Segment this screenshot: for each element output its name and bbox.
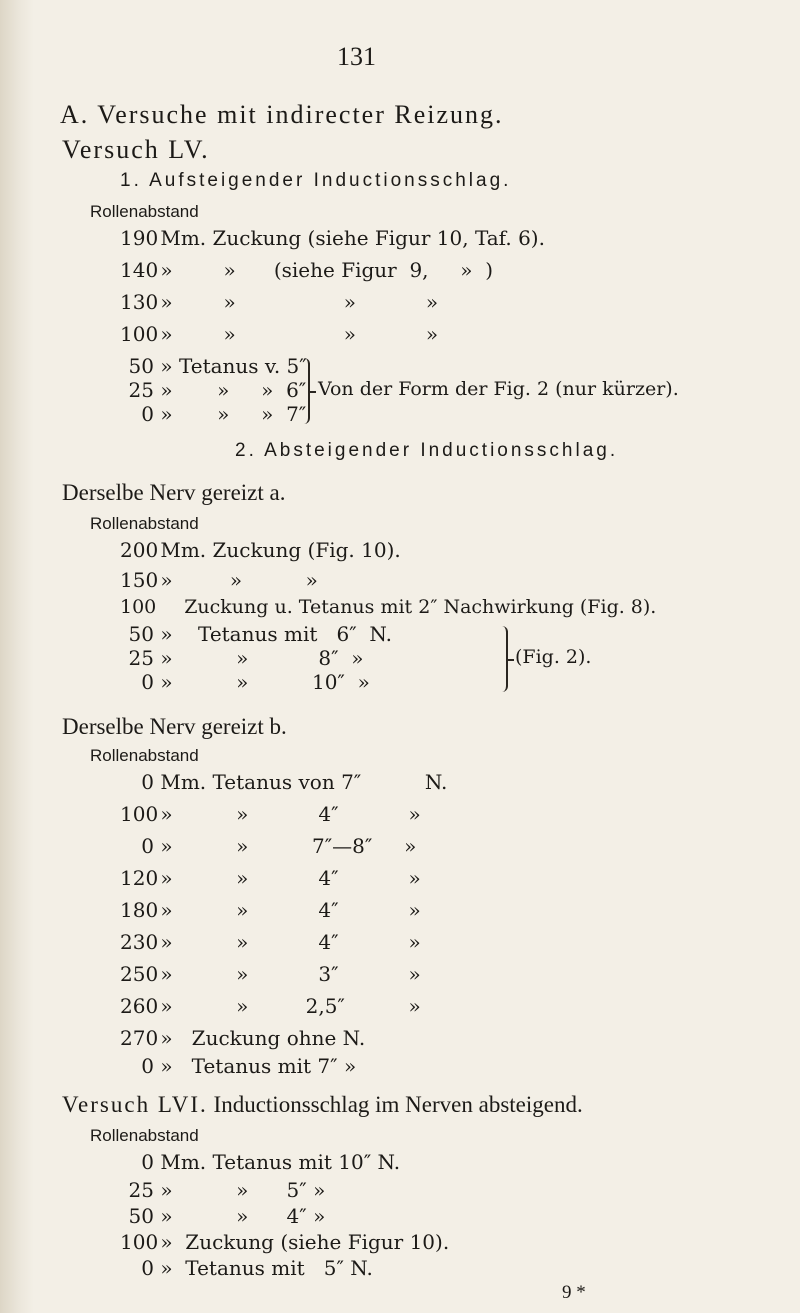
- signature-mark: 9 *: [562, 1282, 586, 1303]
- row-text: » » 2,5″ »: [160, 994, 421, 1018]
- column-label-rollenabstand: Rollenabstand: [90, 746, 199, 765]
- table-row: [120, 770, 447, 794]
- experiment-56-heading: [62, 1092, 583, 1118]
- row-text: » » 4″ »: [160, 898, 421, 922]
- nerve-a-heading: Derselbe Nerv gereizt a.: [62, 480, 286, 505]
- distance-value: 0: [141, 834, 154, 858]
- brace: [498, 626, 508, 692]
- distance-value: 50: [128, 622, 154, 646]
- table-row: [120, 646, 363, 670]
- distance-value: 0: [141, 402, 154, 426]
- distance-value: 0: [141, 1256, 154, 1280]
- row-text: » » (siehe Figur 9, » ): [160, 258, 494, 282]
- brace-note: (Fig. 2).: [515, 646, 592, 668]
- row-text: » » » »: [160, 322, 439, 346]
- column-label-rollenabstand: Rollenabstand: [90, 1126, 199, 1145]
- row-text: » Tetanus mit 6″ N.: [160, 622, 392, 646]
- part2-title: 2. Absteigender Inductionsschlag.: [235, 440, 619, 461]
- row-text: » Tetanus mit 5″ N.: [160, 1256, 373, 1280]
- distance-value: 150: [120, 568, 159, 592]
- distance-value: 25: [128, 646, 154, 670]
- table-row: [120, 994, 421, 1018]
- part1-title: 1. Aufsteigender Inductionsschlag.: [120, 170, 512, 191]
- table-row: [120, 1150, 400, 1174]
- table-row: [120, 290, 438, 314]
- distance-value: 100: [120, 596, 157, 618]
- row-text: » » 5″ »: [160, 1178, 326, 1202]
- row-text: » » 7″—8″ »: [160, 834, 417, 858]
- table-row: [120, 258, 493, 282]
- table-row: [120, 1230, 449, 1254]
- table-row: [120, 962, 421, 986]
- table-row: [120, 670, 370, 694]
- row-text: Mm. Tetanus mit 10″ N.: [160, 1150, 401, 1174]
- column-label-rollenabstand: Rollenabstand: [90, 514, 199, 533]
- table-row: [120, 1054, 356, 1078]
- distance-value: 260: [120, 994, 159, 1018]
- row-text: » » » 7″: [160, 402, 307, 426]
- experiment-56-title: Versuch LVI.: [62, 1092, 208, 1117]
- table-row: [120, 1204, 325, 1228]
- row-text: » » 4″ »: [160, 802, 421, 826]
- distance-value: 100: [120, 802, 159, 826]
- row-text: Mm. Zuckung (siehe Figur 10, Taf. 6).: [160, 226, 545, 250]
- row-text: Mm. Tetanus von 7″ N.: [160, 770, 448, 794]
- row-text: » Tetanus mit 7″ »: [160, 1054, 357, 1078]
- distance-value: 25: [128, 1178, 154, 1202]
- table-row: [120, 568, 318, 592]
- table-row: [120, 622, 392, 646]
- page-binding-shadow: [0, 0, 34, 1313]
- brace-note: Von der Form der Fig. 2 (nur kürzer).: [318, 378, 679, 400]
- row-text: » » 3″ »: [160, 962, 421, 986]
- distance-value: 270: [120, 1026, 159, 1050]
- page-number: 131: [337, 42, 376, 71]
- distance-value: 100: [120, 322, 159, 346]
- table-row: [120, 930, 421, 954]
- table-row: [120, 596, 656, 618]
- table-row: [120, 898, 421, 922]
- distance-value: 50: [128, 354, 154, 378]
- table-row: [120, 322, 438, 346]
- row-text: » Tetanus v. 5″: [160, 354, 307, 378]
- distance-value: 200: [120, 538, 159, 562]
- distance-value: 0: [141, 770, 154, 794]
- column-label-rollenabstand: Rollenabstand: [90, 202, 199, 221]
- row-text: » » »: [160, 568, 318, 592]
- nerve-b-heading: Derselbe Nerv gereizt b.: [62, 714, 287, 739]
- row-text: » Zuckung ohne N.: [160, 1026, 366, 1050]
- row-text: » » 4″ »: [160, 1204, 326, 1228]
- distance-value: 100: [120, 1230, 159, 1254]
- distance-value: 190: [120, 226, 159, 250]
- row-text: » » » 6″: [160, 378, 307, 402]
- distance-value: 0: [141, 1150, 154, 1174]
- table-row: [120, 402, 306, 426]
- row-text: » Zuckung (siehe Figur 10).: [160, 1230, 450, 1254]
- row-text: » » » »: [160, 290, 439, 314]
- distance-value: 230: [120, 930, 159, 954]
- distance-value: 140: [120, 258, 159, 282]
- distance-value: 120: [120, 866, 159, 890]
- distance-value: 250: [120, 962, 159, 986]
- table-row: [120, 538, 401, 562]
- brace: [300, 358, 310, 424]
- distance-value: 50: [128, 1204, 154, 1228]
- row-text: » » 4″ »: [160, 866, 421, 890]
- row-text: » » 10″ »: [160, 670, 370, 694]
- row-text: » » 4″ »: [160, 930, 421, 954]
- experiment-56-subtitle: Inductionsschlag im Nerven absteigend.: [213, 1092, 583, 1117]
- row-text: Mm. Zuckung (Fig. 10).: [160, 538, 401, 562]
- row-text: Zuckung u. Tetanus mit 2″ Nachwirkung (Fig. 8).: [184, 596, 657, 618]
- table-row: [120, 354, 307, 378]
- experiment-55-title: Versuch LV.: [62, 135, 210, 164]
- distance-value: 25: [128, 378, 154, 402]
- table-row: [120, 1256, 373, 1280]
- table-row: [120, 866, 421, 890]
- table-row: [120, 1026, 365, 1050]
- distance-value: 0: [141, 670, 154, 694]
- table-row: [120, 802, 421, 826]
- table-row: [120, 378, 306, 402]
- distance-value: 130: [120, 290, 159, 314]
- table-row: [120, 834, 416, 858]
- distance-value: 180: [120, 898, 159, 922]
- row-text: » » 8″ »: [160, 646, 364, 670]
- section-a-title: A. Versuche mit indirecter Reizung.: [60, 100, 504, 129]
- table-row: [120, 226, 545, 250]
- distance-value: 0: [141, 1054, 154, 1078]
- table-row: [120, 1178, 325, 1202]
